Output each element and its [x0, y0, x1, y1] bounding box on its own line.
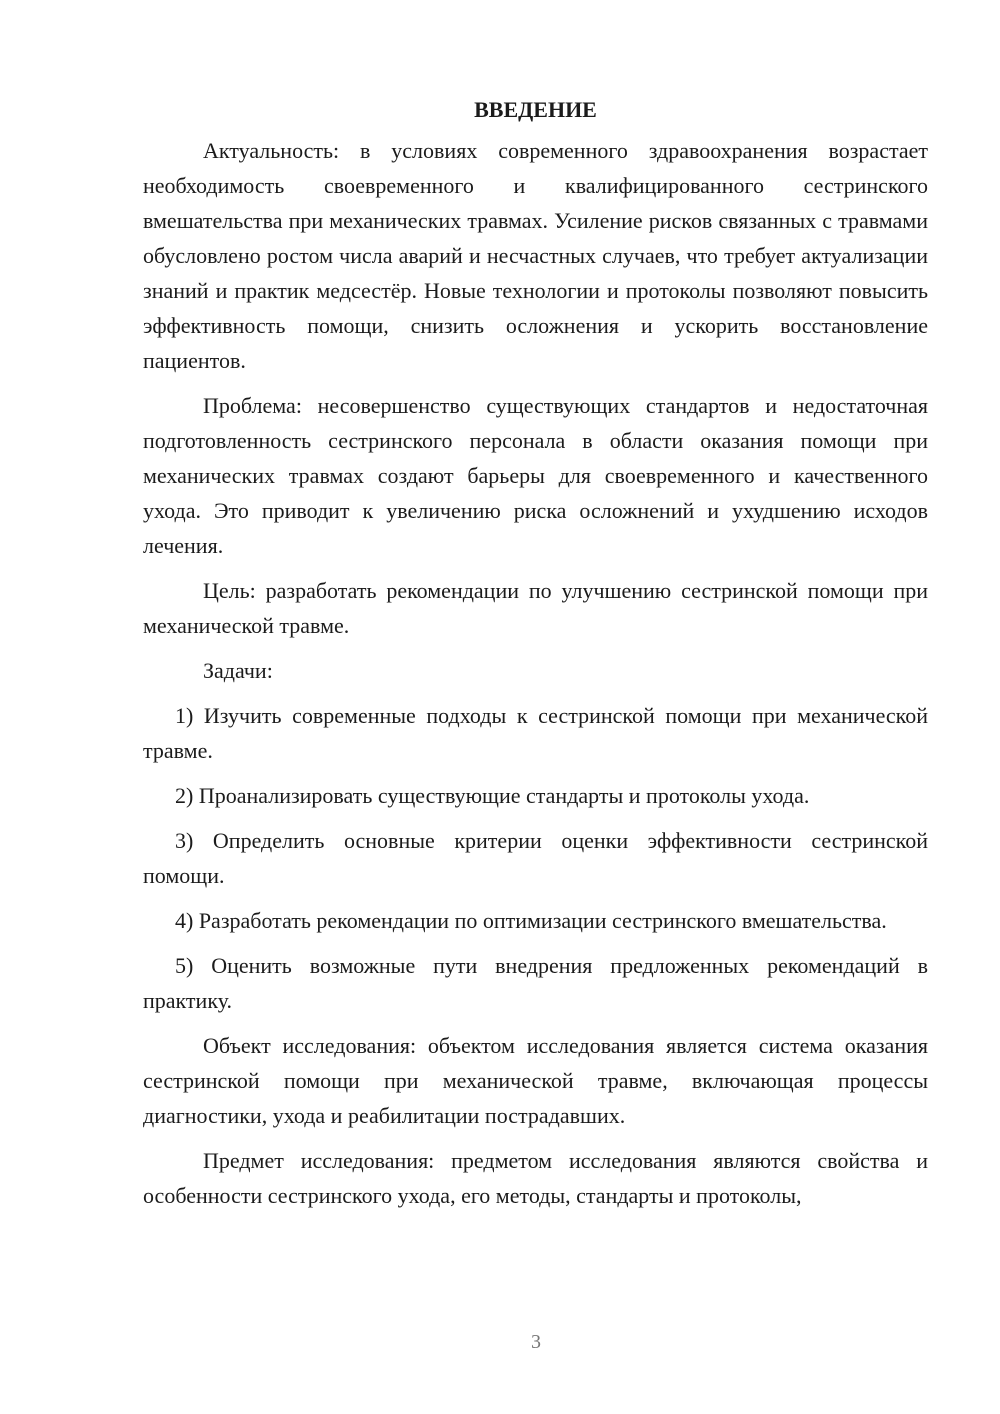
paragraph-relevance: Актуальность: в условиях современного здравоохранения возрастает необходимость своевременного и квалифицированного сестринского вмешательства при механических травмах. Усиление рисков связанных с травмами обусловлено ростом числа аварий и несчастных случаев, что требует актуализации знаний и практик медсестёр. Новые технологии и протоколы позволяют повысить эффективность помощи, снизить осложнения и ускорить восстановление пациентов.	[143, 138, 928, 373]
page-number: 3	[531, 1331, 541, 1353]
task-item-2: 2) Проанализировать существующие стандарты и протоколы ухода.	[175, 783, 810, 808]
page-content	[143, 92, 928, 1213]
paragraph-problem: Проблема: несовершенство существующих стандартов и недостаточная подготовленность сестринского персонала в области оказания помощи при механических травмах создают барьеры для своевременного и качественного ухода. Это приводит к увеличению риска осложнений и ухудшению исходов лечения.	[143, 393, 928, 558]
task-item-3: 3) Определить основные критерии оценки эффективности сестринской помощи.	[143, 828, 928, 888]
task-item-1: 1) Изучить современные подходы к сестринской помощи при механической травме.	[143, 703, 928, 763]
task-item-5: 5) Оценить возможные пути внедрения предложенных рекомендаций в практику.	[143, 953, 928, 1013]
tasks-heading: Задачи:	[203, 658, 273, 683]
task-item-4: 4) Разработать рекомендации по оптимизации сестринского вмешательства.	[175, 908, 887, 933]
paragraph-goal: Цель: разработать рекомендации по улучшению сестринской помощи при механической травме.	[143, 578, 928, 638]
paragraph-subject: Предмет исследования: предметом исследования являются свойства и особенности сестринского ухода, его методы, стандарты и протоколы,	[143, 1148, 928, 1208]
page-title: ВВЕДЕНИЕ	[474, 97, 597, 122]
paragraph-object: Объект исследования: объектом исследования является система оказания сестринской помощи при механической травме, включающая процессы диагностики, ухода и реабилитации пострадавших.	[143, 1033, 928, 1128]
